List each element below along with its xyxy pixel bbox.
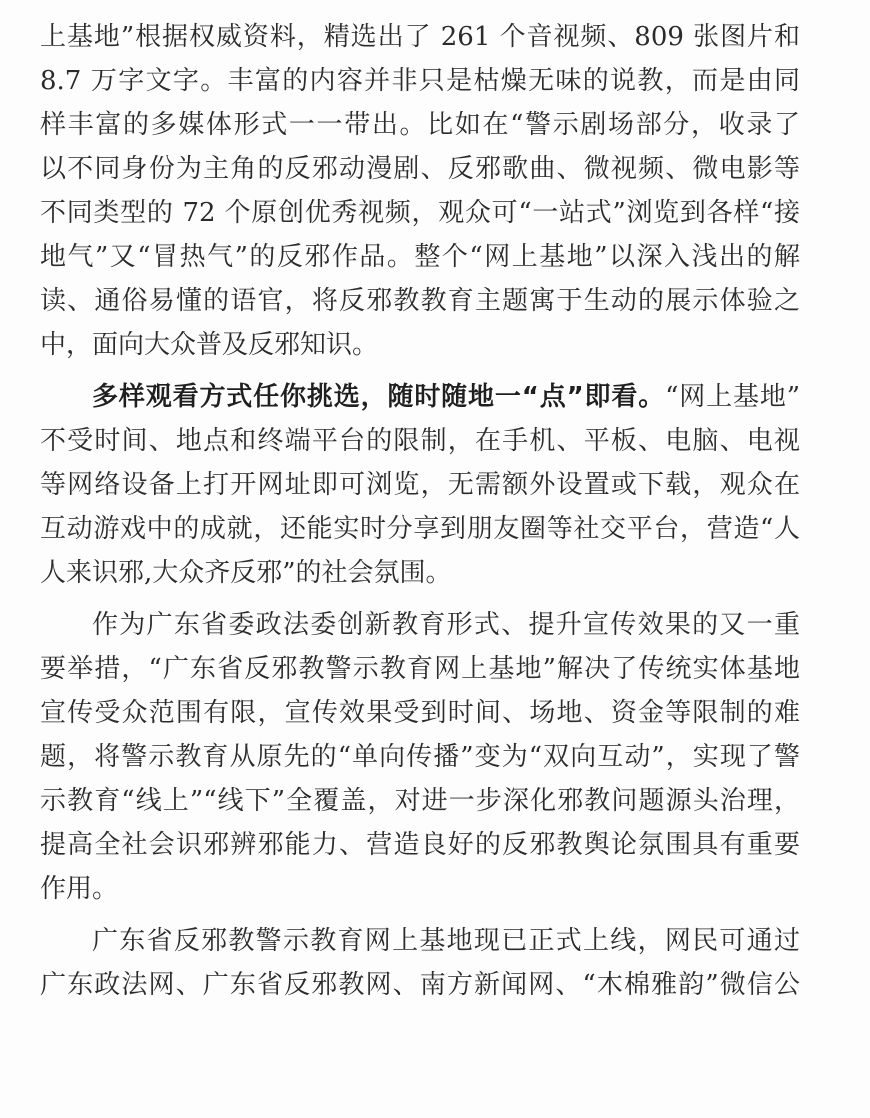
text-line: 不受时间、地点和终端平台的限制，在手机、平板、电脑、电视 <box>40 426 800 456</box>
text-line: 示教育“线上”“线下”全覆盖，对进一步深化邪教问题源头治理， <box>40 786 800 816</box>
text-line: 题，将警示教育从原先的“单向传播”变为“双向互动”，实现了警 <box>40 742 800 772</box>
text-line: 人来识邪,大众齐反邪”的社会氛围。 <box>40 558 452 588</box>
text-line: 提高全社会识邪辨邪能力、营造良好的反邪教舆论氛围具有重要 <box>40 830 800 860</box>
text-line: 中，面向大众普及反邪知识。 <box>40 330 379 360</box>
text-line: 等网络设备上打开网址即可浏览，无需额外设置或下载，观众在 <box>40 470 800 500</box>
text-line: 样丰富的多媒体形式一一带出。比如在“警示剧场部分，收录了 <box>40 110 800 140</box>
text-line: 读、通俗易懂的语官，将反邪教教育主题寓于生动的展示体验之 <box>40 286 800 316</box>
text-line: 8.7 万字文字。丰富的内容并非只是枯燥无味的说教，而是由同 <box>40 66 800 96</box>
text-line: 作为广东省委政法委创新教育形式、提升宣传效果的又一重 <box>92 610 800 640</box>
text-line: 广东政法网、广东省反邪教网、南方新闻网、“木棉雅韵”微信公 <box>40 970 800 1000</box>
text-line: 广东省反邪教警示教育网上基地现已正式上线，网民可通过 <box>92 926 800 956</box>
text-line: 上基地”根据权威资料，精选出了 261 个音视频、809 张图片和 <box>40 22 800 52</box>
text-line: 互动游戏中的成就，还能实时分享到朋友圈等社交平台，营造“人 <box>40 514 800 544</box>
text-line: 要举措，“广东省反邪教警示教育网上基地”解决了传统实体基地 <box>40 654 800 684</box>
text-line: 不同类型的 72 个原创优秀视频，观众可“一站式”浏览到各样“接 <box>40 198 800 228</box>
text-fragment: “网上基地” <box>665 382 800 412</box>
paragraph-lead: 多样观看方式任你挑选，随时随地一“点”即看。 <box>92 382 666 412</box>
text-line: 以不同身份为主角的反邪动漫剧、反邪歌曲、微视频、微电影等 <box>40 154 800 184</box>
paragraph-lead-line <box>92 377 800 417</box>
text-line: 地气”又“冒热气”的反邪作品。整个“网上基地”以深入浅出的解 <box>40 242 800 272</box>
text-line: 作用。 <box>40 874 119 904</box>
text-line: 宣传受众范围有限，宣传效果受到时间、场地、资金等限制的难 <box>40 698 800 728</box>
